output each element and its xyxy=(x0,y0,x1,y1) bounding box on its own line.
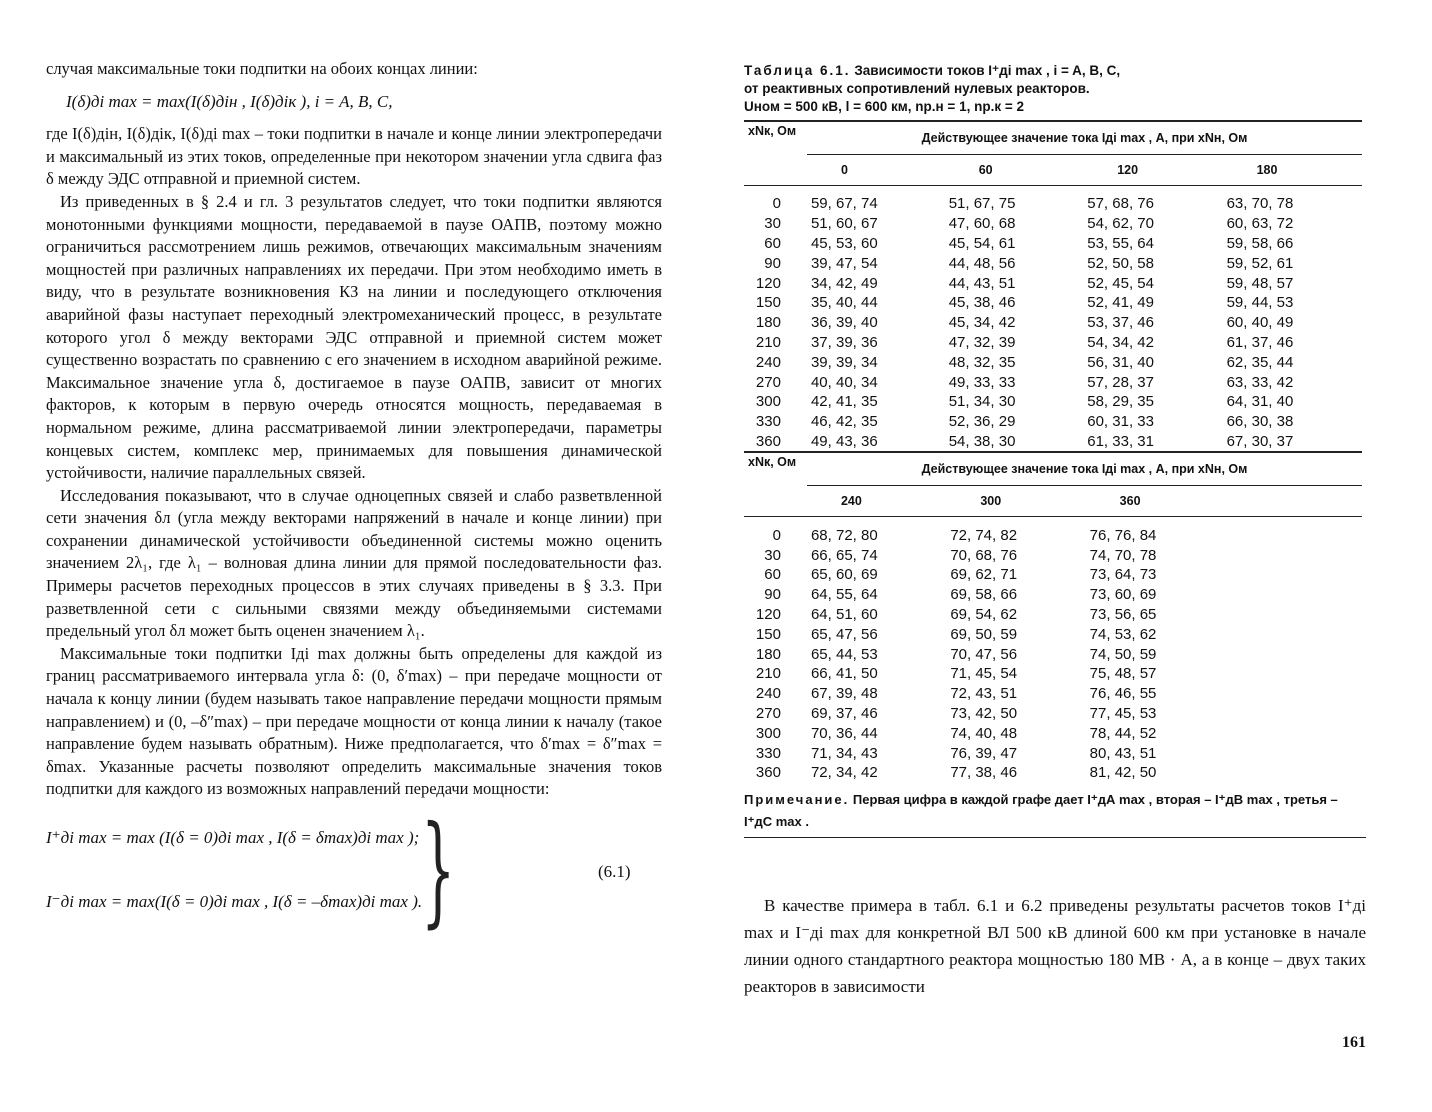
row-header-cell: 330 xyxy=(755,413,781,431)
table-cell: 51, 67, 75 xyxy=(948,195,1016,213)
table-cell: 66, 65, 74 xyxy=(810,546,878,564)
table-cell: 64, 51, 60 xyxy=(810,605,878,623)
table-cell: 67, 39, 48 xyxy=(810,685,878,703)
row-header-cell: 180 xyxy=(755,645,781,663)
table-cell: 73, 56, 65 xyxy=(1089,605,1157,623)
row-header-cell: 210 xyxy=(755,665,781,683)
table-cell: 66, 30, 38 xyxy=(1226,413,1294,431)
row-header-cell: 330 xyxy=(755,744,781,762)
table-row xyxy=(744,253,1362,273)
table-cell: 62, 35, 44 xyxy=(1226,353,1294,371)
table-cell: 54, 38, 30 xyxy=(948,432,1016,450)
table-cell: 77, 45, 53 xyxy=(1089,704,1157,722)
table-cell: 54, 62, 70 xyxy=(1087,215,1154,233)
note-label: Примечание. xyxy=(744,791,850,807)
table-cell: 80, 43, 51 xyxy=(1089,744,1157,762)
caption-line-2: от реактивных сопротивлений нулевых реакторов. xyxy=(744,81,1090,96)
table-cell xyxy=(1225,664,1362,684)
row-header-cell: 270 xyxy=(755,704,781,722)
table-cell: 59, 58, 66 xyxy=(1226,234,1294,252)
row-header-cell: 0 xyxy=(772,195,781,213)
table-cell: 72, 34, 42 xyxy=(810,764,878,782)
row-header-cell: 90 xyxy=(764,254,781,272)
table-cell: 78, 44, 52 xyxy=(1089,724,1157,742)
table-cell: 69, 54, 62 xyxy=(950,605,1018,623)
row-header-cell: 90 xyxy=(764,586,781,604)
table-cell: 36, 39, 40 xyxy=(810,314,878,332)
table-cell: 74, 50, 59 xyxy=(1089,645,1157,663)
table-cell: 71, 34, 43 xyxy=(810,744,878,762)
row-header-cell: 240 xyxy=(755,353,781,371)
table-cell: 66, 41, 50 xyxy=(810,665,878,683)
table-cell: 61, 37, 46 xyxy=(1226,333,1294,351)
table-cell: 58, 29, 35 xyxy=(1087,393,1154,411)
equation-number: (6.1) xyxy=(598,862,631,881)
table-cell: 76, 39, 47 xyxy=(950,744,1018,762)
table-cell: 60, 63, 72 xyxy=(1226,215,1294,233)
table-cell: 70, 47, 56 xyxy=(950,645,1018,663)
table-cell xyxy=(1225,743,1362,763)
table-cell: 74, 40, 48 xyxy=(950,724,1018,742)
table-row xyxy=(744,214,1362,234)
page-number: 161 xyxy=(1342,1034,1366,1051)
table-row xyxy=(744,545,1362,565)
row-header-cell: 360 xyxy=(755,764,781,782)
table-cell: 64, 31, 40 xyxy=(1226,393,1294,411)
table-row xyxy=(744,525,1362,545)
table-cell: 35, 40, 44 xyxy=(810,294,878,312)
table-cell: 44, 43, 51 xyxy=(948,274,1016,292)
column-header: 120 xyxy=(1083,155,1222,186)
row-header-cell: 120 xyxy=(755,605,781,623)
row-header-cell: 180 xyxy=(755,314,781,332)
equation-plus: I⁺ді max = max (I(δ = 0)ді max , I(δ = δmax)ді max ); xyxy=(46,828,420,847)
table-cell: 45, 54, 61 xyxy=(948,234,1016,252)
table-cell: 73, 60, 69 xyxy=(1089,586,1157,604)
row-header-cell: 150 xyxy=(755,625,781,643)
table-cell: 73, 42, 50 xyxy=(950,704,1018,722)
table-cell xyxy=(1225,605,1362,625)
table-note xyxy=(744,789,1366,838)
row-header-cell: 150 xyxy=(755,294,781,312)
paragraph-example: В качестве примера в табл. 6.1 и 6.2 приведены результаты расчетов токов I⁺ді max и I⁻ді max для конкретной ВЛ 500 кВ длиной 600 км при установке в начале линии одного стандартного реактора мощностью 180 МВ · А, а в конце – двух таких реакторов в зависимости xyxy=(744,895,1366,996)
table-cell: 34, 42, 49 xyxy=(810,274,878,292)
column-header: 60 xyxy=(945,155,1084,186)
table-row xyxy=(744,763,1362,783)
row-header-cell: 30 xyxy=(764,215,781,233)
table-cell: 39, 39, 34 xyxy=(810,353,878,371)
table-cell: 75, 48, 57 xyxy=(1089,665,1157,683)
right-page xyxy=(744,62,1366,1000)
table-row xyxy=(744,352,1362,372)
table-cell: 53, 55, 64 xyxy=(1087,234,1154,252)
table-row xyxy=(744,432,1362,452)
table-cell: 53, 37, 46 xyxy=(1087,314,1154,332)
table-cell: 42, 41, 35 xyxy=(810,393,878,411)
table-cell: 37, 39, 36 xyxy=(810,333,878,351)
table-cell: 65, 60, 69 xyxy=(810,566,878,584)
table-cell: 70, 68, 76 xyxy=(950,546,1018,564)
table-cell: 59, 48, 57 xyxy=(1226,274,1294,292)
paragraph-research: Исследования показывают, что в случае одноцепных связей и слабо разветвленной сети значения δл (угла между векторами напряжений в начале и конце линии) при сохранении динамической устойчивости объединенной системы можно оценить значением 2λ₁, где λ₁ – волновая длина линии для прямой последовательности фаз. Примеры расчетов переходных процессов в этих случаях приведены в § 3.3. При разветвленной сети с сильными связями между объединяемыми системами предельный угол δл может быть оценен значением λ₁. xyxy=(46,485,662,641)
table-cell xyxy=(1225,723,1362,743)
table-row xyxy=(744,313,1362,333)
column-header: 240 xyxy=(807,486,946,517)
caption-label: Таблица 6.1. xyxy=(744,63,851,78)
table-row xyxy=(744,664,1362,684)
table-row xyxy=(744,565,1362,585)
table-cell: 40, 40, 34 xyxy=(810,373,878,391)
table-cell: 68, 72, 80 xyxy=(810,526,878,544)
table-cell: 60, 40, 49 xyxy=(1226,314,1294,332)
table-cell: 65, 44, 53 xyxy=(810,645,878,663)
row-header-cell: 240 xyxy=(755,685,781,703)
table-cell: 57, 68, 76 xyxy=(1087,195,1154,213)
column-header-xnk: xNк, Ом xyxy=(744,121,807,186)
table-row xyxy=(744,273,1362,293)
column-header: 360 xyxy=(1086,486,1225,517)
table-cell: 72, 43, 51 xyxy=(950,685,1018,703)
table-cell: 49, 33, 33 xyxy=(948,373,1016,391)
table-cell: 74, 53, 62 xyxy=(1089,625,1157,643)
column-header-xnk: xNк, Ом xyxy=(744,453,807,517)
row-header-cell: 0 xyxy=(772,526,781,544)
table-cell: 72, 74, 82 xyxy=(950,526,1018,544)
table-cell: 69, 37, 46 xyxy=(810,704,878,722)
table-cell: 63, 33, 42 xyxy=(1226,373,1294,391)
paragraph-max-currents: Максимальные токи подпитки Iді max должны быть определены для каждой из границ рассматриваемого интервала угла δ: (0, δ′max) – при передаче мощности от начала к концу линии (будем называть такое направление передачи мощности прямым направлением) и (0, –δ″max) – при передаче мощности от конца линии к началу (такое направление будем называть обратным). Ниже предполагается, что δ′max = δ″max = δmax. Указанные расчеты позволяют определить максимальные значения токов подпитки для каждого из возможных направлений передачи мощности: xyxy=(46,643,662,799)
table-cell: 63, 70, 78 xyxy=(1226,195,1294,213)
table-cell: 60, 31, 33 xyxy=(1087,413,1154,431)
table-row xyxy=(744,392,1362,412)
table-cell: 73, 64, 73 xyxy=(1089,566,1157,584)
paragraph-monotonic: Из приведенных в § 2.4 и гл. 3 результатов следует, что токи подпитки являются монотонными функциями мощности, передаваемой в паузе ОАПВ, поэтому можно ограничиться рассмотрением лишь режимов, отвечающих максимальным значениям мощностей при различных направлениях их передачи. При этом необходимо иметь в виду, что в результате возникновения КЗ на линии и последующего отключения аварийной фазы наступает переходный электромеханический процесс, в результате которого угол δ между векторами ЭДС отправной и приемной систем может существенно возрастать по сравнению с его значением в исходном аварийной режиме. Максимальное значение угла δ, достигаемое в паузе ОАПВ, зависит от многих факторов, к которым в первую очередь относятся мощность, передаваемая в нормальном режиме, длина рассматриваемой линии электропередачи, параметры концевых систем, комплекс мер, принимаемых для повышения динамической устойчивости, наличие параллельных связей. xyxy=(46,191,662,483)
table-row xyxy=(744,333,1362,353)
table-cell: 44, 48, 56 xyxy=(948,254,1016,272)
table-cell: 67, 30, 37 xyxy=(1226,432,1294,450)
table-cell: 61, 33, 31 xyxy=(1087,432,1154,450)
column-header xyxy=(1225,486,1362,517)
table-row xyxy=(744,293,1362,313)
table-cell: 52, 41, 49 xyxy=(1087,294,1154,312)
table-cell: 70, 36, 44 xyxy=(810,724,878,742)
table-cell: 54, 34, 42 xyxy=(1087,333,1154,351)
table-row xyxy=(744,412,1362,432)
table-6-1-part-1 xyxy=(744,120,1362,452)
row-header-cell: 120 xyxy=(755,274,781,292)
table-cell: 49, 43, 36 xyxy=(810,432,878,450)
table-cell: 45, 34, 42 xyxy=(948,314,1016,332)
caption-line-1: Зависимости токов I⁺ді max , i = A, B, C, xyxy=(854,63,1121,78)
row-header-cell: 60 xyxy=(764,234,781,252)
table-row xyxy=(744,372,1362,392)
left-page xyxy=(46,58,662,943)
equation-block-6-1 xyxy=(46,801,662,943)
table-cell: 76, 46, 55 xyxy=(1089,685,1157,703)
span-header: Действующее значение тока Iді max , А, при xNн, Ом xyxy=(807,121,1362,155)
table-cell: 46, 42, 35 xyxy=(810,413,878,431)
row-header-cell: 300 xyxy=(755,724,781,742)
span-header: Действующее значение тока Iді max , А, при xNн, Ом xyxy=(807,453,1362,486)
table-cell: 48, 32, 35 xyxy=(948,353,1016,371)
note-text: Первая цифра в каждой графе дает I⁺дА max , вторая – I⁺дВ max , третья – I⁺дС max . xyxy=(744,791,1338,829)
table-cell: 77, 38, 46 xyxy=(950,764,1018,782)
table-row xyxy=(744,723,1362,743)
column-header: 0 xyxy=(807,155,945,186)
table-cell: 52, 50, 58 xyxy=(1087,254,1154,272)
table-row xyxy=(744,194,1362,214)
table-cell xyxy=(1225,624,1362,644)
table-cell xyxy=(1225,704,1362,724)
row-header-cell: 210 xyxy=(755,333,781,351)
table-cell: 76, 76, 84 xyxy=(1089,526,1157,544)
row-header-cell: 360 xyxy=(755,432,781,450)
row-header-cell: 60 xyxy=(764,566,781,584)
table-cell: 69, 50, 59 xyxy=(950,625,1018,643)
table-cell xyxy=(1225,545,1362,565)
table-cell: 52, 45, 54 xyxy=(1087,274,1154,292)
caption-line-3: Uном = 500 кВ, l = 600 км, nр.н = 1, nр.к = 2 xyxy=(744,99,1024,114)
table-cell: 57, 28, 37 xyxy=(1087,373,1154,391)
table-cell xyxy=(1225,565,1362,585)
column-header: 300 xyxy=(946,486,1085,517)
table-row xyxy=(744,684,1362,704)
table-cell xyxy=(1225,684,1362,704)
table-cell: 51, 34, 30 xyxy=(948,393,1016,411)
table-cell: 59, 52, 61 xyxy=(1226,254,1294,272)
equation-minus: I⁻ді max = max(I(δ = 0)ді max , I(δ = –δmax)ді max ). xyxy=(46,892,423,911)
table-cell: 59, 44, 53 xyxy=(1226,294,1294,312)
table-row xyxy=(744,644,1362,664)
table-cell: 64, 55, 64 xyxy=(810,586,878,604)
table-cell: 59, 67, 74 xyxy=(810,195,878,213)
table-row xyxy=(744,585,1362,605)
table-cell: 52, 36, 29 xyxy=(948,413,1016,431)
table-cell xyxy=(1225,763,1362,783)
table-cell: 71, 45, 54 xyxy=(950,665,1018,683)
table-cell xyxy=(1225,585,1362,605)
table-row xyxy=(744,234,1362,254)
formula-max-current: I(δ)ді max = max(I(δ)дін , I(δ)дік ), i = A, B, C, xyxy=(66,91,393,111)
column-header: 180 xyxy=(1223,155,1362,186)
table-row xyxy=(744,605,1362,625)
table-cell: 47, 60, 68 xyxy=(948,215,1016,233)
row-header-cell: 30 xyxy=(764,546,781,564)
table-cell: 51, 60, 67 xyxy=(810,215,878,233)
table-6-1-part-2 xyxy=(744,452,1362,782)
table-caption xyxy=(744,62,1366,116)
table-cell: 39, 47, 54 xyxy=(810,254,878,272)
table-row xyxy=(744,704,1362,724)
table-cell: 56, 31, 40 xyxy=(1087,353,1154,371)
table-cell: 74, 70, 78 xyxy=(1089,546,1157,564)
paragraph-intro: случая максимальные токи подпитки на обоих концах линии: xyxy=(46,59,478,78)
table-cell xyxy=(1225,525,1362,545)
table-cell: 45, 53, 60 xyxy=(810,234,878,252)
table-cell: 65, 47, 56 xyxy=(810,625,878,643)
table-row xyxy=(744,624,1362,644)
table-cell: 81, 42, 50 xyxy=(1089,764,1157,782)
table-cell: 69, 62, 71 xyxy=(950,566,1018,584)
row-header-cell: 270 xyxy=(755,373,781,391)
table-cell xyxy=(1225,644,1362,664)
table-cell: 45, 38, 46 xyxy=(948,294,1016,312)
right-brace: } xyxy=(421,801,456,940)
row-header-cell: 300 xyxy=(755,393,781,411)
paragraph-definitions: где I(δ)дін, I(δ)дік, I(δ)ді max – токи подпитки в начале и конце линии электропередачи и максимальный из этих токов, определенные при некотором значении угла сдвига фаз δ между ЭДС отправной и приемной систем. xyxy=(46,124,662,189)
table-cell: 69, 58, 66 xyxy=(950,586,1018,604)
table-cell: 47, 32, 39 xyxy=(948,333,1016,351)
table-row xyxy=(744,743,1362,763)
